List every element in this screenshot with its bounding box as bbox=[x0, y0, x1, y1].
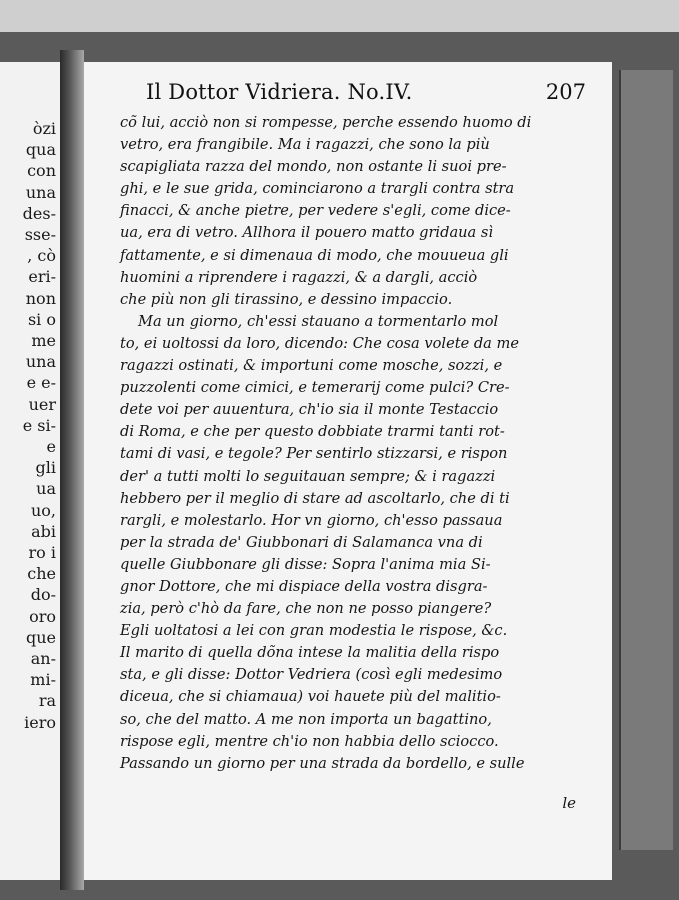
left-page-fragment: ro i bbox=[28, 543, 56, 563]
text-line: rispose egli, mentre ch'io non habbia dello sciocco. bbox=[120, 732, 499, 750]
left-page-text-fragments bbox=[23, 118, 56, 733]
left-page-fragment: non bbox=[25, 288, 56, 308]
text-line: rargli, e molestarlo. Hor vn giorno, ch'esso passaua bbox=[120, 511, 503, 529]
text-line: per la strada de' Giubbonari di Salamanca vna di bbox=[120, 533, 483, 551]
left-page-fragment: uer bbox=[28, 394, 56, 414]
left-page-fragment: do- bbox=[30, 585, 56, 605]
text-line: vetro, era frangibile. Ma i ragazzi, che sono la più bbox=[120, 136, 490, 154]
right-page bbox=[82, 62, 612, 880]
text-line: ragazzi ostinati, & importuni come mosche, sozzi, e bbox=[120, 357, 503, 375]
text-line: hebbero per il meglio di stare ad ascoltarlo, che di ti bbox=[120, 489, 510, 507]
left-page-fragment: con bbox=[27, 161, 56, 181]
text-line: quelle Giubbonare gli disse: Sopra l'anima mia Si- bbox=[120, 555, 491, 573]
left-page-fragment: e si- bbox=[22, 415, 56, 435]
left-page bbox=[0, 62, 63, 880]
left-page-fragment: gli bbox=[35, 458, 56, 478]
text-line: di Roma, e che per questo dobbiate trarmi tanti rot- bbox=[120, 423, 505, 441]
text-line: scapigliata razza del mondo, non ostante li suoi pre- bbox=[120, 158, 507, 176]
left-page-fragment: uo, bbox=[30, 500, 56, 520]
left-page-fragment: che bbox=[27, 564, 56, 584]
left-page-fragment: mi- bbox=[30, 670, 56, 690]
text-line: fattamente, e si dimenaua di modo, che mouueua gli bbox=[120, 246, 509, 264]
text-line: zia, però c'hò da fare, che non ne posso piangere? bbox=[120, 600, 492, 618]
text-line: to, ei uoltossi da loro, dicendo: Che cosa volete da me bbox=[120, 334, 519, 352]
catchword: le bbox=[562, 794, 576, 812]
text-line: Egli uoltatosi a lei con gran modestia le rispose, &c. bbox=[120, 622, 508, 640]
left-page-fragment: qua bbox=[25, 140, 56, 160]
left-page-fragment: ua bbox=[36, 479, 56, 499]
text-line: Passando un giorno per una strada da bordello, e sulle bbox=[120, 754, 525, 772]
left-page-fragment: me bbox=[31, 331, 56, 351]
text-line: cõ lui, acciò non si rompesse, perche essendo huomo di bbox=[120, 114, 532, 131]
text-line: dete voi per auuentura, ch'io sia il monte Testaccio bbox=[120, 401, 499, 419]
text-line: Ma un giorno, ch'essi stauano a tormentarlo mol bbox=[138, 312, 499, 330]
text-line: che più non gli tirassino, e dessino impaccio. bbox=[120, 290, 453, 308]
left-page-fragment: , cò bbox=[27, 246, 56, 266]
running-head-title: Il Dottor Vidriera. No.IV. bbox=[146, 80, 413, 104]
left-page-fragment: oro bbox=[29, 606, 56, 626]
left-page-fragment: que bbox=[25, 627, 56, 647]
text-line: puzzolenti come cimici, e temerarij come pulci? Cre- bbox=[120, 379, 510, 397]
text-line: ghi, e le sue grida, cominciarono a trargli contra stra bbox=[120, 180, 515, 198]
left-page-fragment: òzi bbox=[32, 119, 56, 138]
page-block-edge bbox=[619, 70, 673, 850]
text-line: diceua, che si chiamaua) voi hauete più del malitio- bbox=[120, 688, 501, 706]
book-gutter bbox=[60, 50, 84, 890]
text-line: tami di vasi, e tegole? Per sentirlo stizzarsi, e rispon bbox=[120, 445, 508, 463]
left-page-fragment: si o bbox=[27, 309, 56, 329]
left-page-fragment: eri- bbox=[28, 267, 56, 287]
text-line: der' a tutti molti lo seguitauan sempre; & i ragazzi bbox=[120, 467, 496, 485]
text-line: gnor Dottore, che mi dispiace della vostra disgra- bbox=[120, 577, 488, 595]
left-page-fragment: una bbox=[25, 182, 56, 202]
text-line: sta, e gli disse: Dottor Vedriera (così egli medesimo bbox=[120, 666, 503, 684]
left-page-fragment: an- bbox=[30, 649, 56, 669]
text-line: ua, era di vetro. Allhora il pouero matto gridaua sì bbox=[120, 224, 494, 242]
body-text bbox=[120, 112, 552, 775]
left-page-fragment: ra bbox=[38, 691, 56, 711]
text-line: finacci, & anche pietre, per vedere s'egli, come dice- bbox=[120, 202, 511, 220]
text-line: huomini a riprendere i ragazzi, & a dargli, acciò bbox=[120, 268, 478, 286]
text-line: so, che del matto. A me non importa un bagattino, bbox=[120, 710, 492, 728]
left-page-fragment: e e- bbox=[26, 373, 56, 393]
page-number: 207 bbox=[545, 80, 586, 104]
left-page-fragment: una bbox=[25, 352, 56, 372]
left-page-fragment: sse- bbox=[24, 225, 56, 245]
left-page-fragment: des- bbox=[22, 203, 56, 223]
left-page-fragment: abi bbox=[31, 521, 56, 541]
left-page-fragment: iero bbox=[24, 712, 56, 732]
left-page-fragment: e bbox=[46, 437, 56, 457]
text-line: Il marito di quella dõna intese la malitia della rispo bbox=[120, 644, 500, 662]
